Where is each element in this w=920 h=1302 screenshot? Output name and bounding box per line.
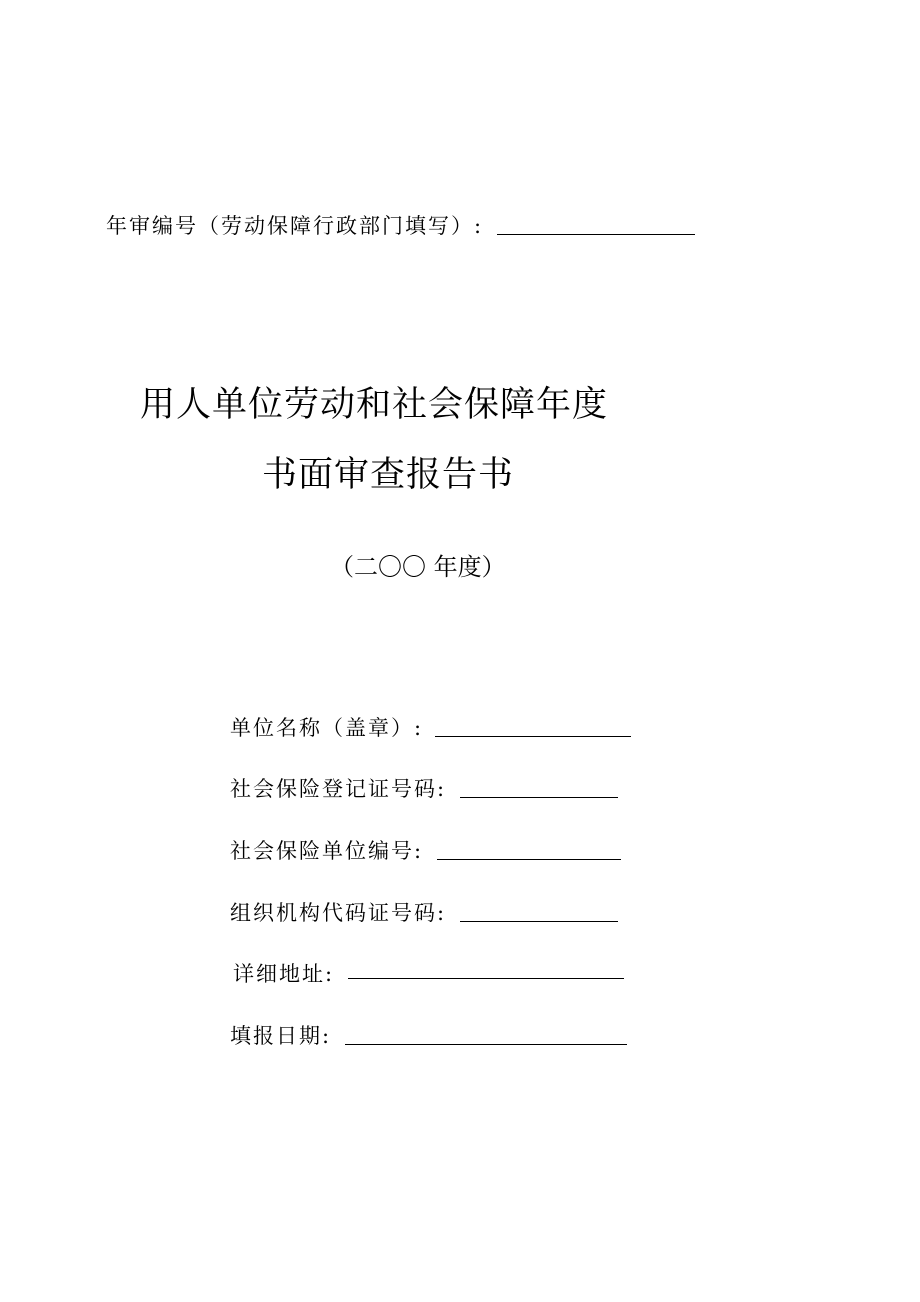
- address-label: 详细地址:: [233, 962, 335, 986]
- unit-name-label: 单位名称（盖章）:: [230, 716, 424, 740]
- report-title-line2: 书面审查报告书: [262, 455, 515, 495]
- unit-name-input[interactable]: [435, 736, 631, 737]
- address-input[interactable]: [348, 978, 624, 979]
- organization-code-input[interactable]: [460, 921, 618, 922]
- organization-code-label: 组织机构代码证号码:: [230, 901, 447, 925]
- social-insurance-unit-number-label: 社会保险单位编号:: [230, 839, 424, 863]
- fill-date-label: 填报日期:: [230, 1024, 332, 1048]
- form-field-organization-code: [230, 903, 618, 924]
- report-year: （二〇〇 年度）: [330, 553, 506, 581]
- form-field-social-insurance-unit-number: [230, 841, 621, 862]
- social-insurance-unit-number-input[interactable]: [437, 859, 621, 860]
- report-title-line1: 用人单位劳动和社会保障年度: [140, 385, 609, 425]
- form-field-unit-name: [230, 718, 631, 739]
- form-field-address: [233, 964, 624, 985]
- review-number-label: 年审编号（劳动保障行政部门填写）:: [106, 214, 484, 238]
- social-insurance-registration-label: 社会保险登记证号码:: [230, 777, 447, 801]
- form-field-social-insurance-registration: [230, 779, 618, 800]
- social-insurance-registration-input[interactable]: [460, 797, 618, 798]
- review-number-field[interactable]: [497, 234, 695, 235]
- fill-date-input[interactable]: [345, 1044, 627, 1045]
- form-field-fill-date: [230, 1026, 627, 1047]
- review-number-row: [106, 216, 695, 237]
